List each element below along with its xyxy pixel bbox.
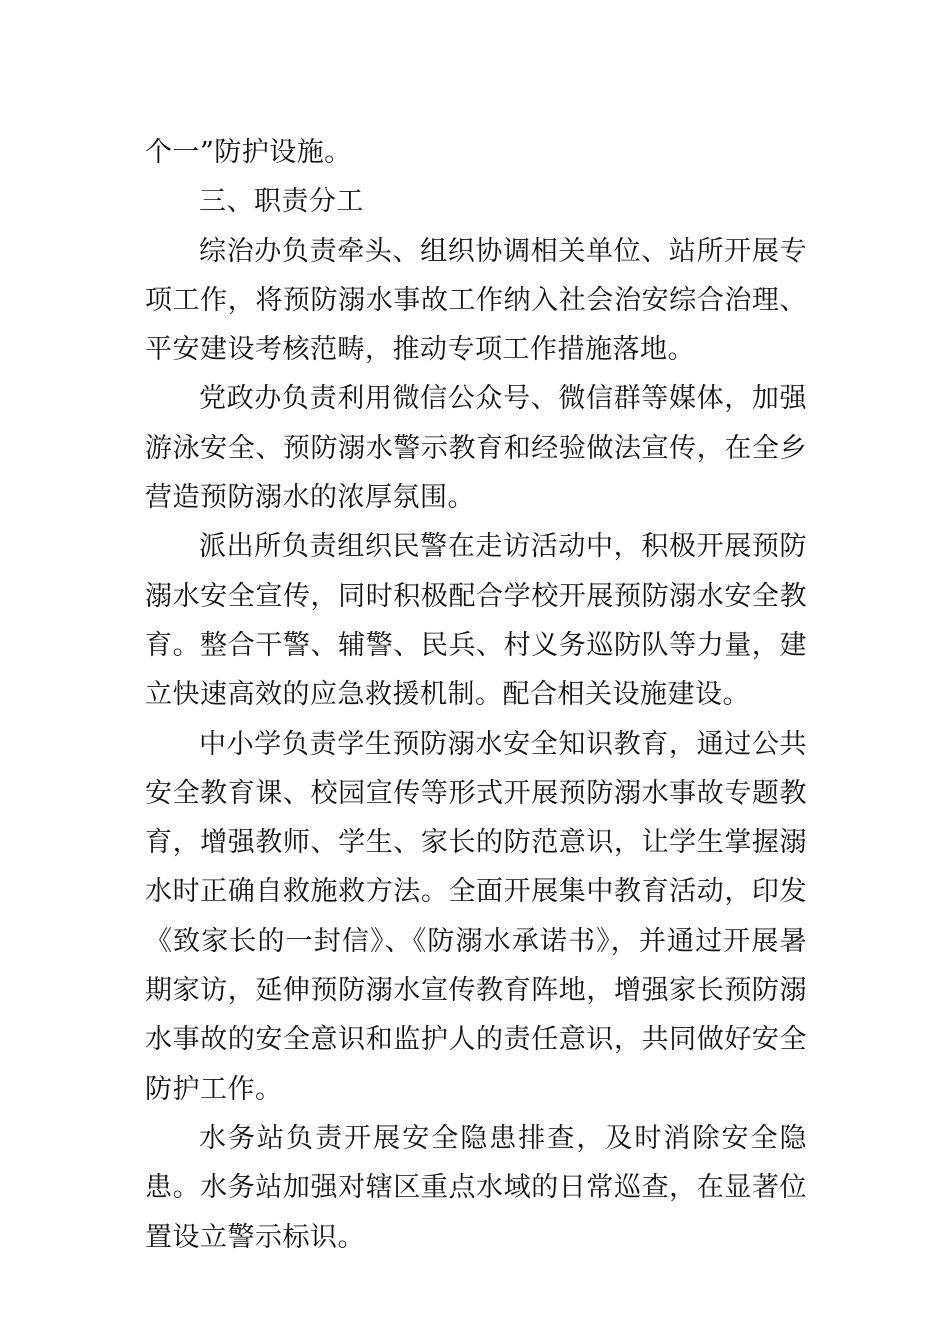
paragraph-police-station: 派出所负责组织民警在走访活动中，积极开展预防溺水安全宣传，同时积极配合学校开展预防溺水安全教育。整合干警、辅警、民兵、村义务巡防队等力量，建立快速高效的应急救援机制。配合相关设施建设。 xyxy=(145,531,807,711)
document-page xyxy=(145,128,807,1262)
paragraph-schools: 中小学负责学生预防溺水安全知识教育，通过公共安全教育课、校园宣传等形式开展预防溺水事故专题教育，增强教师、学生、家长的防范意识，让学生掌握溺水时正确自救施救方法。全面开展集中教育活动，印发《致家长的一封信》、《防溺水承诺书》，并通过开展暑期家访，延伸预防溺水宣传教育阵地，增强家长预防溺水事故的安全意识和监护人的责任意识，共同做好安全防护工作。 xyxy=(145,728,807,1105)
paragraph-party-office: 党政办负责利用微信公众号、微信群等媒体，加强游泳安全、预防溺水警示教育和经验做法宣传，在全乡营造预防溺水的浓厚氛围。 xyxy=(145,383,807,514)
section-heading-responsibilities: 三、职责分工 xyxy=(199,186,364,218)
paragraph-comprehensive-office: 综治办负责牵头、组织协调相关单位、站所开展专项工作，将预防溺水事故工作纳入社会治安综合治理、平安建设考核范畴，推动专项工作措施落地。 xyxy=(145,235,807,366)
paragraph-water-station: 水务站负责开展安全隐患排查，及时消除安全隐患。水务站加强对辖区重点水域的日常巡查，在显著位置设立警示标识。 xyxy=(145,1122,807,1253)
paragraph-continuation: 个一”防护设施。 xyxy=(145,137,352,168)
